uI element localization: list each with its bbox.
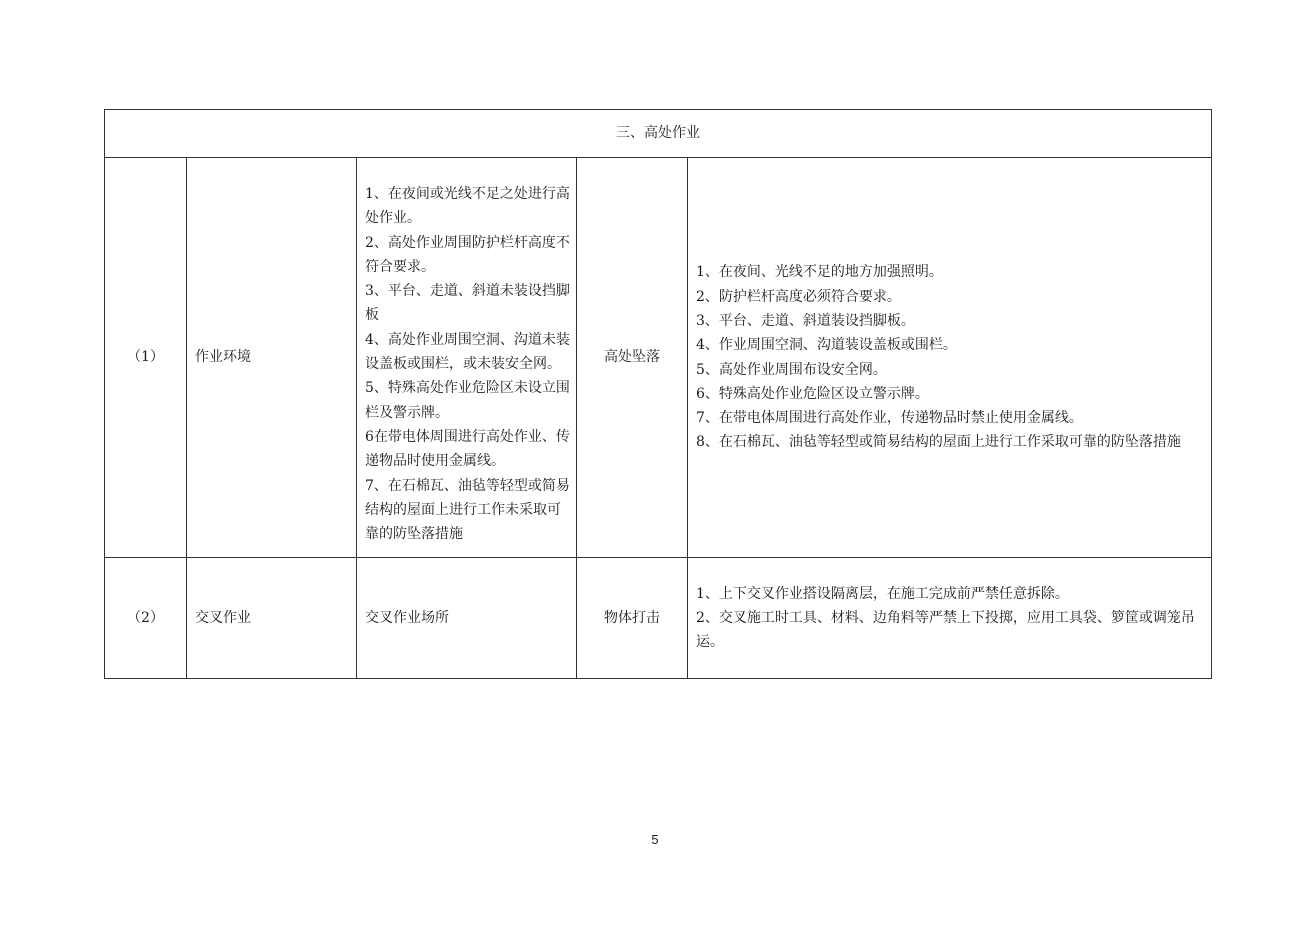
measure-item: 1、上下交叉作业搭设隔离层，在施工完成前严禁任意拆除。 — [696, 585, 1069, 602]
hazard-item: 5、特殊高处作业危险区未设立围栏及警示牌。 — [365, 380, 570, 421]
measure-item: 2、防护栏杆高度必须符合要求。 — [696, 288, 901, 305]
hazard-item: 2、高处作业周围防护栏杆高度不符合要求。 — [365, 234, 570, 275]
measure-item: 6、特殊高处作业危险区设立警示牌。 — [696, 385, 929, 402]
hazard-item: 7、在石棉瓦、油毡等轻型或简易结构的屋面上进行工作未采取可靠的防坠落措施 — [365, 477, 570, 543]
operation-name: 交叉作业 — [187, 558, 357, 679]
measure-item: 2、交叉施工时工具、材料、边角料等严禁上下投掷，应用工具袋、箩筐或调笼吊运。 — [696, 609, 1195, 651]
hazard-list-cell — [357, 158, 577, 558]
measures-cell — [688, 558, 1212, 679]
page-number: 5 — [651, 832, 659, 847]
hazard-item: 3、平台、走道、斜道未装设挡脚板 — [365, 283, 570, 324]
hazard-item: 1、在夜间或光线不足之处进行高处作业。 — [365, 186, 570, 227]
table-row — [105, 158, 1212, 558]
measure-item: 5、高处作业周围布设安全网。 — [696, 361, 887, 378]
table-row — [105, 558, 1212, 679]
risk-type: 物体打击 — [577, 558, 688, 679]
measure-list — [688, 582, 1211, 655]
hazard-item: 4、高处作业周围空洞、沟道未装设盖板或围栏，或未装安全网。 — [365, 331, 570, 373]
hazard-list — [357, 158, 576, 557]
row-number: （1） — [105, 158, 187, 558]
hazard-table — [104, 109, 1212, 679]
section-title-row — [105, 110, 1212, 158]
operation-name: 作业环境 — [187, 158, 357, 558]
risk-type: 高处坠落 — [577, 158, 688, 558]
section-title: 三、高处作业 — [105, 110, 1212, 158]
measure-item: 1、在夜间、光线不足的地方加强照明。 — [696, 264, 943, 281]
measure-list — [688, 260, 1211, 454]
measure-item: 8、在石棉瓦、油毡等轻型或简易结构的屋面上进行工作采取可靠的防坠落措施 — [696, 434, 1181, 451]
row-number: （2） — [105, 558, 187, 679]
measure-item: 4、作业周围空洞、沟道装设盖板或围栏。 — [696, 337, 957, 354]
measure-item: 7、在带电体周围进行高处作业，传递物品时禁止使用金属线。 — [696, 410, 1083, 427]
hazard-item: 6在带电体周围进行高处作业、传递物品时使用金属线。 — [365, 428, 570, 470]
measures-cell — [688, 158, 1212, 558]
measure-item: 3、平台、走道、斜道装设挡脚板。 — [696, 312, 915, 329]
hazard-place: 交叉作业场所 — [357, 558, 577, 679]
